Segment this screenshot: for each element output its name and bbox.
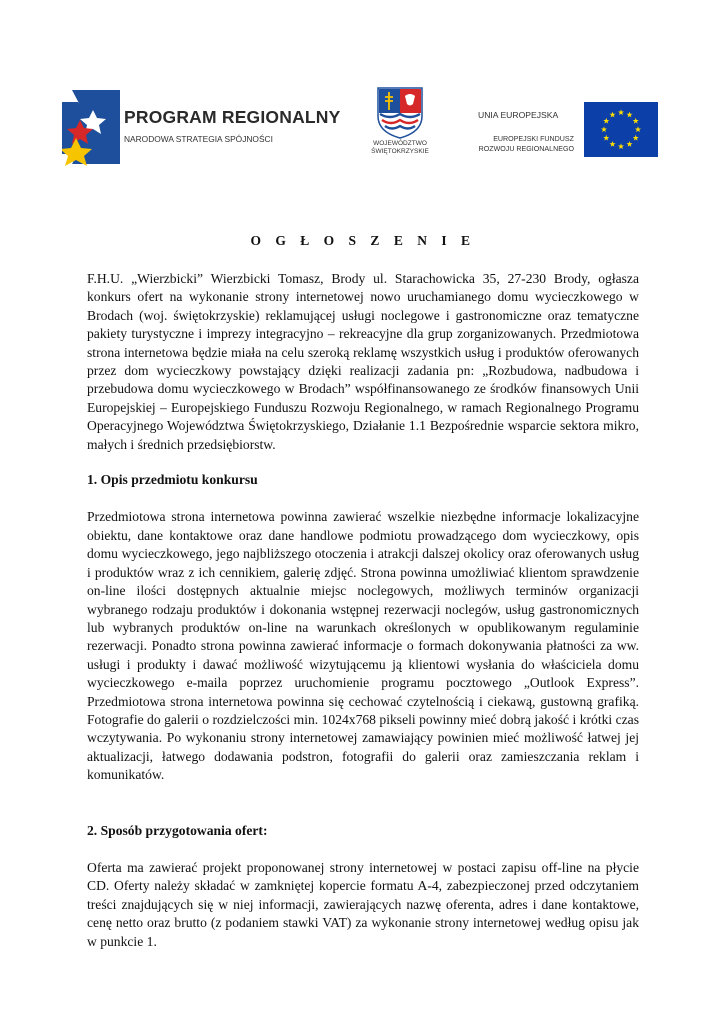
logo-header xyxy=(0,0,725,180)
document-heading: O G Ł O S Z E N I E xyxy=(250,233,476,248)
intro-paragraph: F.H.U. „Wierzbicki” Wierzbicki Tomasz, Brody ul. Starachowicka 35, 27-230 Brody, ogłasza konkurs ofert na wykonanie strony internetowej nowo uruchamianego domu wycieczkowego w Brodach (woj. świętokrzyskie) reklamującej usługi noclegowe i gastronomiczne oraz tematyczne pakiety turystyczne i imprezy integracyjno – rekreacyjne dla grup zorganizowanych. Przedmiotowa strona internetowa będzie miała na celu szeroką reklamę wszystkich usług i produktów oferowanych przez dom wycieczkowy powstający dzięki realizacji zadania pn: „Rozbudowa, nadbudowa i przebudowa domu wycieczkowego w Brodach” współfinansowanego ze środków finansowych Unii Europejskiej – Europejskiego Funduszu Rozwoju Regionalnego, w ramach Regionalnego Programu Operacyjnego Województwa Świętokrzyskiego, Działanie 1.1 Bezpośrednie wsparcie sektora mikro, małych i średnich przedsiębiorstw. xyxy=(87,271,639,452)
wojewodztwo-line2: ŚWIĘTOKRZYSKIE xyxy=(371,148,429,155)
program-stars-icon xyxy=(62,88,124,166)
coat-of-arms-icon xyxy=(360,86,440,140)
wojewodztwo-label xyxy=(360,140,440,156)
unia-europejska-logo xyxy=(458,102,660,160)
ue-subtitle xyxy=(462,134,574,154)
ue-title: UNIA EUROPEJSKA xyxy=(478,110,559,120)
section2-paragraph: Oferta ma zawierać projekt proponowanej strony internetowej w postaci zapisu off-line na płycie CD. Oferty należy składać w zamkniętej kopercie formatu A-4, zabezpieczonej przed odczytaniem treści znajdujących się w niej informacji, zawierających nazwę oferenta, adres i dane kontaktowe, cenę netto oraz brutto (z podaniem stawki VAT) za wykonanie strony internetowej według opisu jak w punkcie 1. xyxy=(87,859,639,949)
eu-flag-icon xyxy=(584,102,658,157)
section2-title: 2. Sposób przygotowania ofert: xyxy=(87,822,268,838)
ue-sub-line1: EUROPEJSKI FUNDUSZ xyxy=(493,135,574,143)
wojewodztwo-logo xyxy=(360,86,440,166)
wojewodztwo-line1: WOJEWÓDZTWO xyxy=(373,140,427,147)
program-subtitle: NARODOWA STRATEGIA SPÓJNOŚCI xyxy=(124,134,273,144)
ue-sub-line2: ROZWOJU REGIONALNEGO xyxy=(478,145,574,153)
section1-paragraph: Przedmiotowa strona internetowa powinna zawierać wszelkie niezbędne informacje lokalizacyjne obiektu, dane kontaktowe oraz dane handlowe podmiotu prowadzącego dom wycieczkowy, opis domu wycieczkowego, jego najbliższego otoczenia i atrakcji dalszej okolicy oraz oferowanych usług i produktów wraz z ich cennikiem, galerię zdjęć. Strona powinna umożliwiać klientom sprawdzenie on-line ilości dostępnych aktualnie miejsc noclegowych, możliwych terminów organizacji wybranego rodzaju produktów i dokonania wstępnej rezerwacji noclegów, usług gastronomicznych lub wybranych produktów on-line na warunkach określonych w opublikowanym regulaminie rezerwacji. Ponadto strona powinna zawierać informacje o formach dokonywania płatności za ww. usługi i produkty i dawać możliwość wizytującemu ją klientowi wysłania do właściciela domu wycieczkowego e-maila poprzez uruchomienie programu pocztowego „Outlook Express”. Przedmiotowa strona internetowa powinna się cechować czytelnością i ciekawą, gustowną grafiką. Fotografie do galerii o rozdzielczości min. 1024x768 pikseli powinny mieć dobrą jakość i krótki czas wczytywania. Po wykonaniu strony internetowej zamawiający powinien mieć możliwość łatwej jej aktualizacji, łatwego dodawania podstron, fotografii do galerii oraz zamieszczania reklam i komunikatów. xyxy=(87,509,639,783)
program-title: PROGRAM REGIONALNY xyxy=(124,107,341,127)
section1-title: 1. Opis przedmiotu konkursu xyxy=(87,472,258,488)
document-body xyxy=(87,231,639,951)
program-regionalny-logo xyxy=(62,88,352,166)
